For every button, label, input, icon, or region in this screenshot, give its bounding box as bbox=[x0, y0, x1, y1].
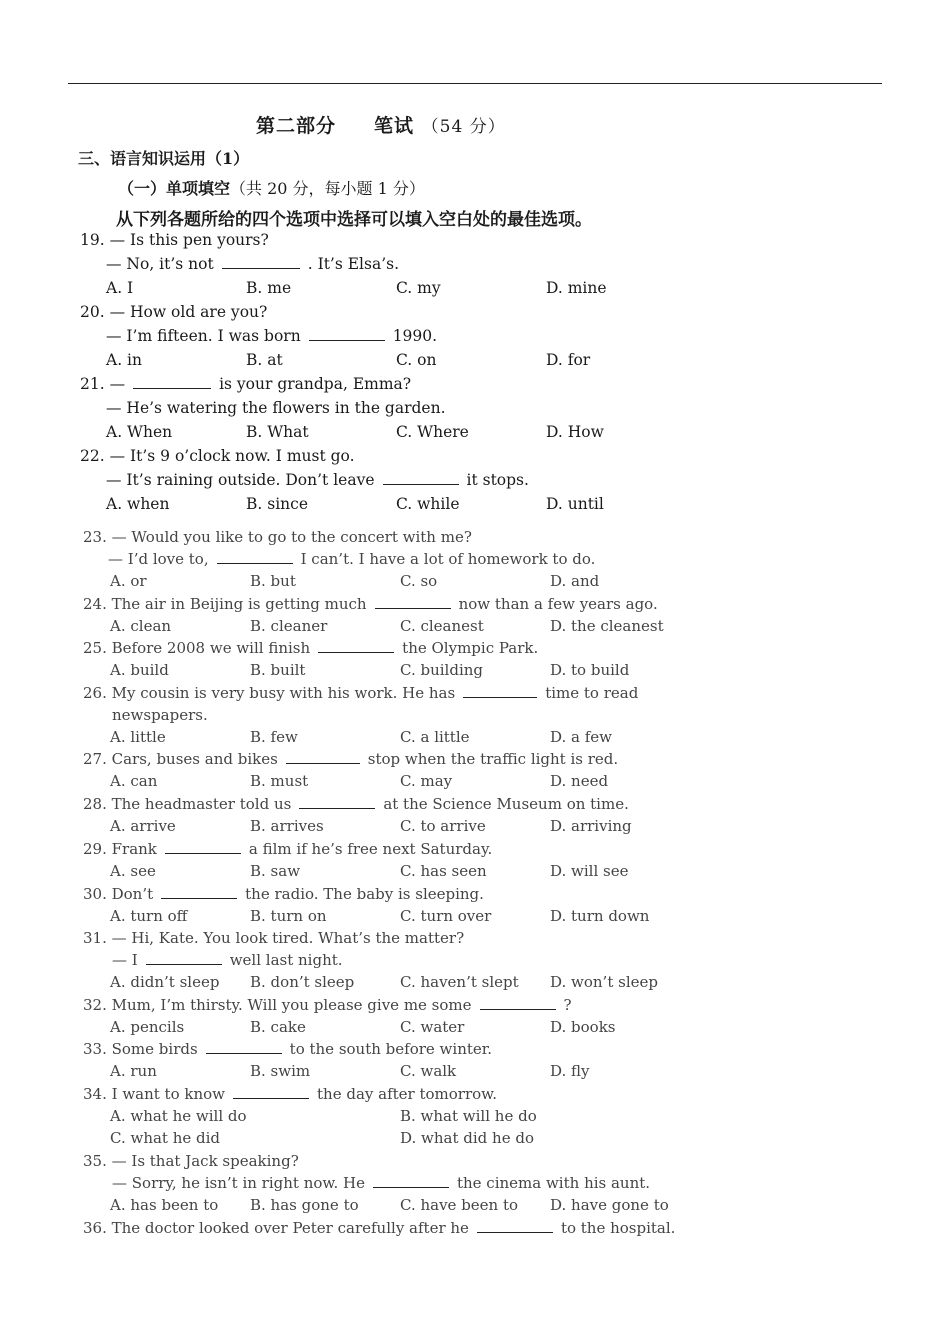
question-text: 28. The headmaster told us bbox=[83, 795, 292, 813]
question-text-after: the cinema with his aunt. bbox=[456, 1174, 651, 1192]
question-30-option-a: A. turn off bbox=[110, 907, 188, 925]
question-20-option-c: C. on bbox=[396, 351, 437, 369]
question-31-option-d: D. won’t sleep bbox=[550, 973, 658, 991]
question-text-after: at the Science Museum on time. bbox=[383, 795, 629, 813]
question-21-line-2 bbox=[106, 399, 446, 417]
question-27-option-d: D. need bbox=[550, 772, 609, 790]
question-34-option-a: A. what he will do bbox=[110, 1107, 247, 1125]
question-26-option-d: D. a few bbox=[550, 728, 613, 746]
section-title: 三、语言知识运用（1） bbox=[78, 149, 250, 168]
question-24-option-a: A. clean bbox=[110, 617, 172, 635]
question-text: 22. — It’s 9 o’clock now. I must go. bbox=[80, 447, 355, 465]
question-20-line-1 bbox=[80, 303, 267, 321]
question-27-option-b: B. must bbox=[250, 772, 309, 790]
question-24-option-b: B. cleaner bbox=[250, 617, 328, 635]
question-text: 25. Before 2008 we will finish bbox=[83, 639, 311, 657]
question-28-option-a: A. arrive bbox=[110, 817, 176, 835]
subtitle-note: （共 20 分，每小题 1 分） bbox=[230, 179, 425, 198]
question-34-line-1 bbox=[83, 1085, 497, 1103]
question-19-option-d: D. mine bbox=[546, 279, 607, 297]
question-32-line-1 bbox=[83, 996, 572, 1014]
instruction: 从下列各题所给的四个选项中选择可以填入空白处的最佳选项。 bbox=[116, 210, 592, 230]
part-title bbox=[256, 111, 506, 138]
question-27-option-a: A. can bbox=[110, 772, 158, 790]
question-22-option-d: D. until bbox=[546, 495, 604, 513]
question-35-option-b: B. has gone to bbox=[250, 1196, 359, 1214]
question-text: 20. — How old are you? bbox=[80, 303, 268, 321]
question-20-option-a: A. in bbox=[106, 351, 142, 369]
question-35-option-d: D. have gone to bbox=[550, 1196, 669, 1214]
question-33-option-a: A. run bbox=[110, 1062, 157, 1080]
question-text-after: now than a few years ago. bbox=[458, 595, 658, 613]
question-32-option-c: C. water bbox=[400, 1018, 465, 1036]
answer-blank bbox=[146, 952, 222, 965]
question-32-option-d: D. books bbox=[550, 1018, 616, 1036]
subtitle-label: （一）单项填空 bbox=[118, 179, 231, 198]
question-25-option-d: D. to build bbox=[550, 661, 630, 679]
question-text: 32. Mum, I’m thirsty. Will you please give me some bbox=[83, 996, 472, 1014]
question-text-after: is your grandpa, Emma? bbox=[219, 375, 412, 393]
question-text: 19. — Is this pen yours? bbox=[80, 231, 269, 249]
question-text: 26. My cousin is very busy with his work. He has bbox=[83, 684, 456, 702]
question-22-line-1 bbox=[80, 447, 355, 465]
question-28-option-d: D. arriving bbox=[550, 817, 632, 835]
question-32-option-a: A. pencils bbox=[110, 1018, 185, 1036]
points-label: （54 分） bbox=[421, 117, 506, 137]
question-31-option-b: B. don’t sleep bbox=[250, 973, 355, 991]
answer-blank bbox=[286, 751, 360, 764]
question-28-line-1 bbox=[83, 795, 629, 813]
question-19-option-c: C. my bbox=[396, 279, 441, 297]
question-text-after: it stops. bbox=[466, 471, 529, 489]
question-20-option-b: B. at bbox=[246, 351, 283, 369]
question-26-option-a: A. little bbox=[110, 728, 166, 746]
question-22-option-a: A. when bbox=[106, 495, 170, 513]
question-35-line-1 bbox=[83, 1152, 299, 1170]
question-33-line-1 bbox=[83, 1040, 492, 1058]
question-text: newspapers. bbox=[112, 706, 208, 724]
question-text-after: time to read bbox=[545, 684, 639, 702]
question-26-line-1 bbox=[83, 684, 638, 702]
question-20-line-2 bbox=[106, 327, 437, 345]
question-29-line-1 bbox=[83, 840, 492, 858]
question-text: — I bbox=[112, 951, 138, 969]
question-text-after: to the south before winter. bbox=[289, 1040, 493, 1058]
question-28-option-c: C. to arrive bbox=[400, 817, 486, 835]
answer-blank bbox=[375, 596, 451, 609]
question-text-after: well last night. bbox=[229, 951, 343, 969]
question-29-option-d: D. will see bbox=[550, 862, 629, 880]
question-24-option-d: D. the cleanest bbox=[550, 617, 664, 635]
answer-blank bbox=[318, 640, 394, 653]
question-26-option-c: C. a little bbox=[400, 728, 470, 746]
question-text-after: ? bbox=[563, 996, 572, 1014]
question-31-option-a: A. didn’t sleep bbox=[110, 973, 220, 991]
question-23-line-2 bbox=[108, 550, 595, 568]
question-35-line-2 bbox=[112, 1174, 650, 1192]
question-text-after: I can’t. I have a lot of homework to do. bbox=[300, 550, 596, 568]
answer-blank bbox=[217, 551, 293, 564]
question-30-option-b: B. turn on bbox=[250, 907, 327, 925]
question-text: 24. The air in Beijing is getting much bbox=[83, 595, 367, 613]
question-25-line-1 bbox=[83, 639, 538, 657]
answer-blank bbox=[477, 1220, 553, 1233]
top-rule bbox=[68, 83, 882, 84]
question-27-line-1 bbox=[83, 750, 618, 768]
question-30-option-c: C. turn over bbox=[400, 907, 492, 925]
answer-blank bbox=[480, 997, 556, 1010]
question-text: — Sorry, he isn’t in right now. He bbox=[112, 1174, 365, 1192]
question-21-option-d: D. How bbox=[546, 423, 604, 441]
question-23-option-d: D. and bbox=[550, 572, 600, 590]
question-text: 35. — Is that Jack speaking? bbox=[83, 1152, 299, 1170]
question-text-after: the Olympic Park. bbox=[402, 639, 539, 657]
question-22-line-2 bbox=[106, 471, 529, 489]
answer-blank bbox=[299, 796, 375, 809]
question-30-line-1 bbox=[83, 885, 484, 903]
answer-blank bbox=[383, 472, 459, 485]
question-19-line-1 bbox=[80, 231, 269, 249]
question-35-option-a: A. has been to bbox=[110, 1196, 219, 1214]
question-25-option-b: B. built bbox=[250, 661, 306, 679]
answer-blank bbox=[309, 328, 385, 341]
answer-blank bbox=[161, 886, 237, 899]
question-text: 34. I want to know bbox=[83, 1085, 226, 1103]
exam-label: 笔试 bbox=[374, 115, 415, 137]
question-22-option-b: B. since bbox=[246, 495, 308, 513]
question-text: 36. The doctor looked over Peter carefully after he bbox=[83, 1219, 469, 1237]
question-text-after: 1990. bbox=[392, 327, 438, 345]
question-text: — I’d love to, bbox=[108, 550, 209, 568]
question-34-option-d: D. what did he do bbox=[400, 1129, 534, 1147]
question-19-line-2 bbox=[106, 255, 399, 273]
question-text: — No, it’s not bbox=[106, 255, 214, 273]
question-20-option-d: D. for bbox=[546, 351, 591, 369]
question-26-line-2 bbox=[112, 706, 208, 724]
question-21-line-1 bbox=[80, 375, 411, 393]
answer-blank bbox=[233, 1086, 309, 1099]
question-23-option-a: A. or bbox=[110, 572, 147, 590]
question-33-option-b: B. swim bbox=[250, 1062, 311, 1080]
question-text: 30. Don’t bbox=[83, 885, 154, 903]
question-text: 29. Frank bbox=[83, 840, 157, 858]
question-21-option-a: A. When bbox=[106, 423, 173, 441]
question-25-option-c: C. building bbox=[400, 661, 483, 679]
question-text-after: stop when the traffic light is red. bbox=[367, 750, 619, 768]
question-23-line-1 bbox=[83, 528, 472, 546]
answer-blank bbox=[373, 1175, 449, 1188]
question-text: 27. Cars, buses and bikes bbox=[83, 750, 278, 768]
question-29-option-c: C. has seen bbox=[400, 862, 487, 880]
question-33-option-c: C. walk bbox=[400, 1062, 457, 1080]
question-21-option-c: C. Where bbox=[396, 423, 469, 441]
question-24-option-c: C. cleanest bbox=[400, 617, 484, 635]
question-text: 21. — bbox=[80, 375, 126, 393]
question-text-after: the day after tomorrow. bbox=[317, 1085, 497, 1103]
question-text: — It’s raining outside. Don’t leave bbox=[106, 471, 375, 489]
question-36-line-1 bbox=[83, 1219, 675, 1237]
question-19-option-a: A. I bbox=[106, 279, 134, 297]
question-33-option-d: D. fly bbox=[550, 1062, 590, 1080]
question-34-option-b: B. what will he do bbox=[400, 1107, 537, 1125]
section-subtitle bbox=[118, 176, 425, 199]
answer-blank bbox=[206, 1041, 282, 1054]
question-21-option-b: B. What bbox=[246, 423, 309, 441]
question-text: 23. — Would you like to go to the concert with me? bbox=[83, 528, 472, 546]
question-31-line-1 bbox=[83, 929, 464, 947]
question-text-after: . It’s Elsa’s. bbox=[307, 255, 400, 273]
question-text: — He’s watering the flowers in the garden. bbox=[106, 399, 446, 417]
question-text-after: to the hospital. bbox=[560, 1219, 676, 1237]
question-23-option-c: C. so bbox=[400, 572, 438, 590]
question-32-option-b: B. cake bbox=[250, 1018, 306, 1036]
question-23-option-b: B. but bbox=[250, 572, 296, 590]
answer-blank bbox=[222, 256, 300, 269]
question-24-line-1 bbox=[83, 595, 658, 613]
question-25-option-a: A. build bbox=[110, 661, 169, 679]
answer-blank bbox=[463, 685, 537, 698]
question-31-line-2 bbox=[112, 951, 343, 969]
question-text: 33. Some birds bbox=[83, 1040, 198, 1058]
question-31-option-c: C. haven’t slept bbox=[400, 973, 519, 991]
question-35-option-c: C. have been to bbox=[400, 1196, 519, 1214]
question-text-after: a film if he’s free next Saturday. bbox=[248, 840, 493, 858]
question-34-option-c: C. what he did bbox=[110, 1129, 221, 1147]
question-29-option-a: A. see bbox=[110, 862, 156, 880]
question-29-option-b: B. saw bbox=[250, 862, 301, 880]
question-19-option-b: B. me bbox=[246, 279, 292, 297]
question-28-option-b: B. arrives bbox=[250, 817, 324, 835]
question-27-option-c: C. may bbox=[400, 772, 453, 790]
part-label: 第二部分 bbox=[256, 115, 337, 137]
answer-blank bbox=[133, 376, 211, 389]
question-22-option-c: C. while bbox=[396, 495, 460, 513]
answer-blank bbox=[165, 841, 241, 854]
question-26-option-b: B. few bbox=[250, 728, 298, 746]
question-text: 31. — Hi, Kate. You look tired. What’s the matter? bbox=[83, 929, 465, 947]
question-30-option-d: D. turn down bbox=[550, 907, 650, 925]
question-text: — I’m fifteen. I was born bbox=[106, 327, 301, 345]
question-text-after: the radio. The baby is sleeping. bbox=[245, 885, 484, 903]
